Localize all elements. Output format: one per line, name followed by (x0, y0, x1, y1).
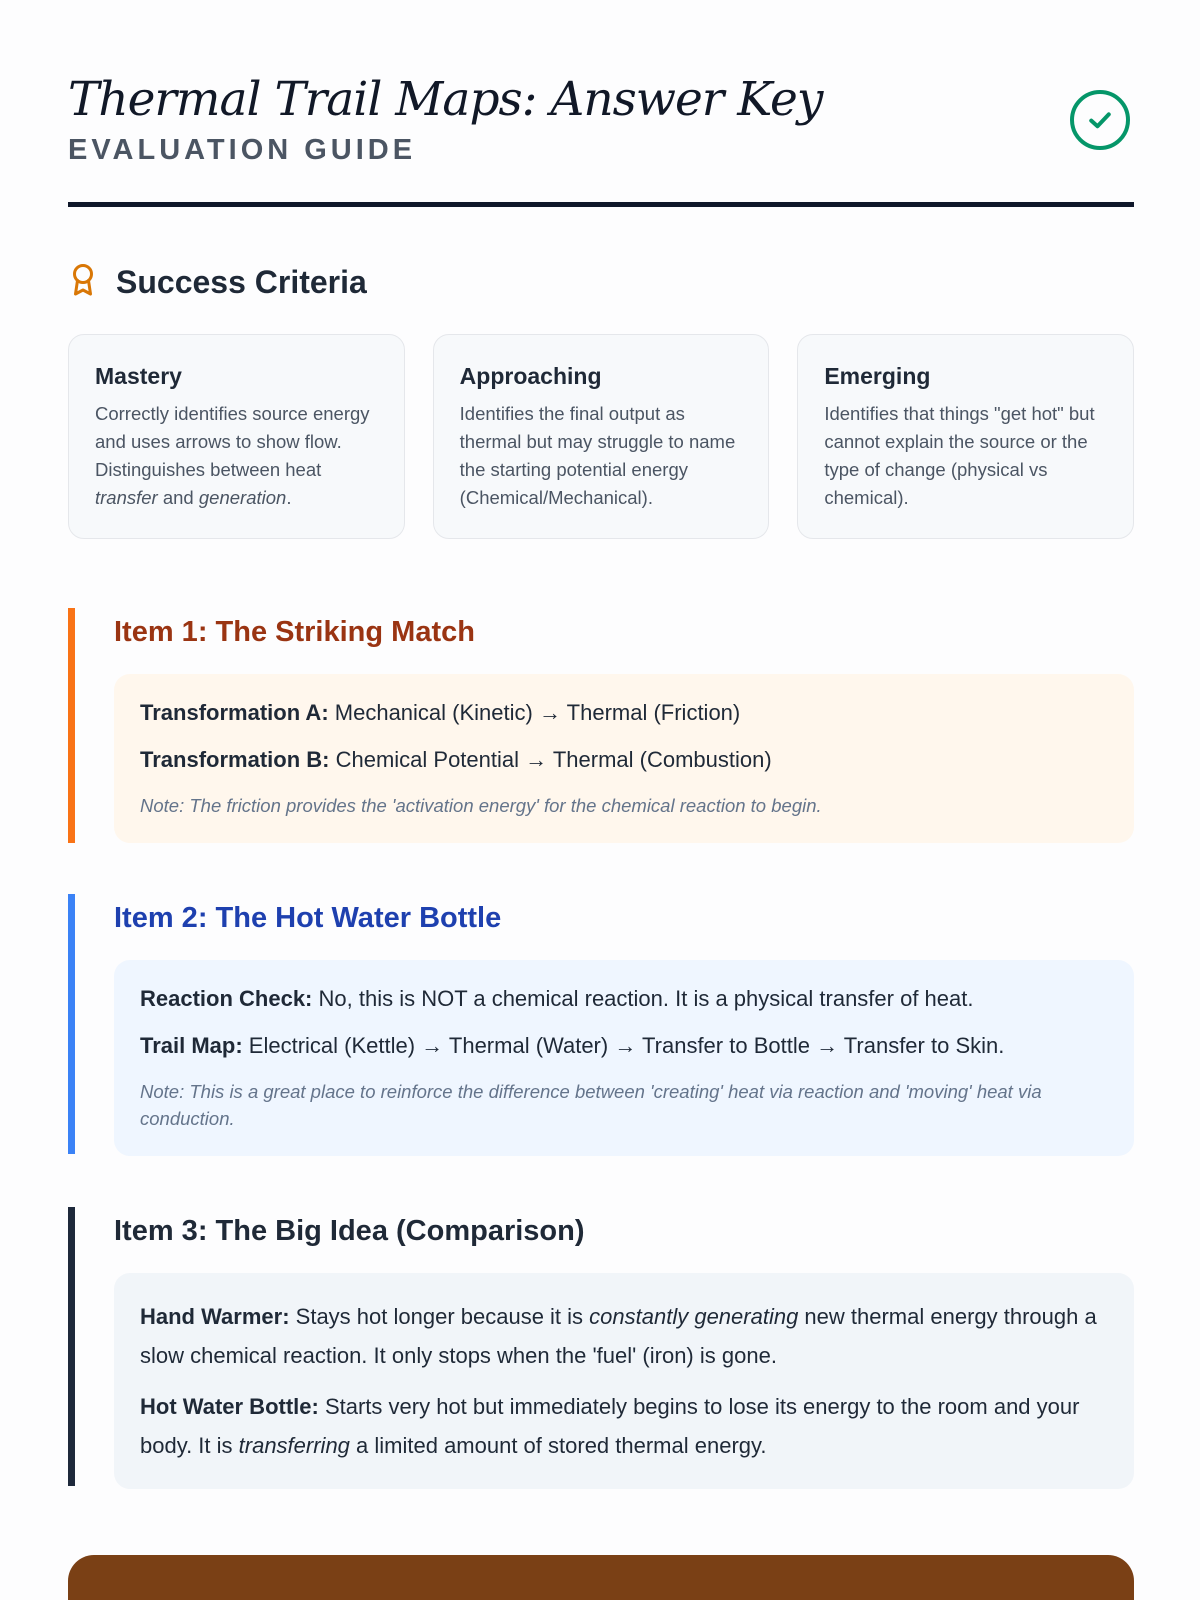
item-title: Item 2: The Hot Water Bottle (114, 902, 502, 934)
answer-line: Hot Water Bottle: Starts very hot but immediately begins to lose its energy to the room and your body. It is transferring a limited amount of stored thermal energy. (140, 1394, 1080, 1458)
teacher-note: Note: The friction provides the 'activation energy' for the chemical reaction to begin. (140, 795, 822, 816)
answer-line: Transformation A: Mechanical (Kinetic) → Thermal (Friction) (140, 700, 741, 725)
item-1-section (68, 608, 1134, 843)
item-3-section (68, 1207, 1134, 1486)
card-text: Identifies the final output as thermal but may struggle to name the starting potential energy (Chemical/Mechanical). (459, 403, 736, 508)
card-text: Correctly identifies source energy and uses arrows to show flow. Distinguishes between heat transfer and generation. (95, 403, 370, 508)
criteria-card-mastery (68, 334, 405, 539)
check-circle-icon (1070, 90, 1130, 150)
criteria-card-approaching (433, 334, 770, 539)
award-icon (68, 262, 98, 303)
item-title: Item 1: The Striking Match (114, 616, 475, 648)
answer-line: Transformation B: Chemical Potential → Thermal (Combustion) (140, 747, 772, 772)
answer-box (114, 960, 1134, 1156)
criteria-cards (68, 334, 1134, 539)
teacher-note: Note: This is a great place to reinforce the difference between 'creating' heat via reaction and 'moving' heat via conduction. (140, 1081, 1042, 1129)
page-title: Thermal Trail Maps: Answer Key (68, 72, 823, 127)
page-header (68, 0, 1134, 207)
answer-key-page (68, 0, 1134, 1458)
item-2-section (68, 894, 1134, 1154)
card-title: Approaching (459, 363, 602, 389)
success-criteria-heading (68, 262, 367, 303)
card-title: Emerging (824, 363, 931, 389)
page-subtitle: EVALUATION GUIDE (68, 134, 417, 166)
card-text: Identifies that things "get hot" but cannot explain the source or the type of change (physical vs chemical). (824, 403, 1095, 508)
criteria-card-emerging (797, 334, 1134, 539)
item-title: Item 3: The Big Idea (Comparison) (114, 1215, 585, 1247)
answer-box (114, 674, 1134, 843)
answer-line: Reaction Check: No, this is NOT a chemical reaction. It is a physical transfer of heat. (140, 986, 974, 1011)
answer-box (114, 1273, 1134, 1489)
footer-banner (68, 1555, 1134, 1600)
section-title: Success Criteria (116, 264, 367, 300)
answer-line: Trail Map: Electrical (Kettle) → Thermal (Water) → Transfer to Bottle → Transfer to Skin. (140, 1033, 1005, 1058)
answer-line: Hand Warmer: Stays hot longer because it is constantly generating new thermal energy through a slow chemical reaction. It only stops when the 'fuel' (iron) is gone. (140, 1304, 1097, 1368)
card-title: Mastery (95, 363, 182, 389)
